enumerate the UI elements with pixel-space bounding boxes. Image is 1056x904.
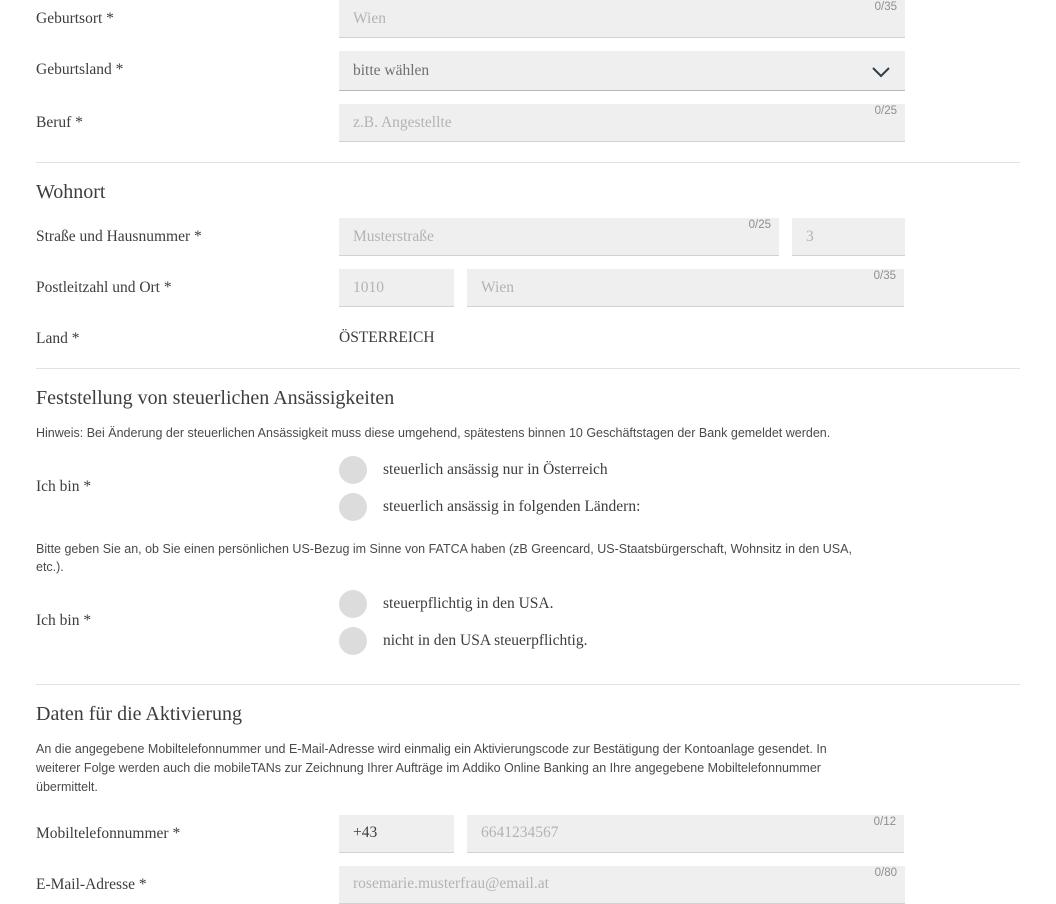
radio-label: nicht in den USA steuerpflichtig. [383,632,588,650]
geburtsort-placeholder: Wien [353,9,386,27]
strasse-counter: 0/25 [748,219,771,231]
field-row-beruf [0,104,1056,142]
radio-option-oesterreich[interactable] [339,456,1020,484]
section-title-steuer: Feststellung von steuerlichen Ansässigkeiten [36,387,395,409]
field-row-plz-ort [0,269,1056,307]
beruf-input[interactable] [339,104,905,142]
field-group-strasse [339,218,1020,256]
radio-label: steuerlich ansässig nur in Österreich [383,461,608,479]
mobile-prefix-input[interactable] [339,815,454,853]
beruf-counter: 0/25 [874,105,897,117]
field-row-mobil [0,815,1056,853]
label-email: E-Mail-Adresse * [36,875,147,893]
geburtsland-selected-value: bitte wählen [353,61,430,79]
field-row-email [0,866,1056,904]
field-group-email [339,866,1020,904]
label-beruf: Beruf * [36,114,83,131]
section-title-wohnort: Wohnort [36,181,106,203]
tax-hint: Hinweis: Bei Änderung der steuerlichen Ansässigkeit muss diese umgehend, spätestens binnen 10 Geschäftstagen der Bank gemeldet werden. [36,426,831,440]
radio-block-fatca [0,590,1056,664]
mobile-number-input[interactable] [467,815,904,853]
radio-option-usa-steuerpflichtig[interactable] [339,590,1020,618]
field-row-geburtsland [0,51,1056,91]
field-row-strasse [0,218,1056,256]
label-land: Land * [36,330,80,347]
label-ich-bin-2: Ich bin * [36,612,92,630]
label-ich-bin-1: Ich bin * [36,478,92,496]
geburtsland-select[interactable] [339,51,905,91]
divider-2 [36,368,1020,369]
strasse-placeholder: Musterstraße [353,227,434,245]
radio-icon[interactable] [339,590,367,618]
geburtsort-input[interactable] [339,0,905,38]
fatca-hint: Bitte geben Sie an, ob Sie einen persönlichen US-Bezug im Sinne von FATCA haben (zB Greencard, US-Staatsbürgerschaft, Wohnsitz in den USA, etc.). [36,542,852,575]
email-placeholder: rosemarie.musterfrau@email.at [353,875,549,893]
section-title-aktivierung: Daten für die Aktivierung [36,703,243,726]
ort-placeholder: Wien [481,278,514,296]
radio-icon[interactable] [339,493,367,521]
email-input[interactable] [339,866,905,904]
field-row-land [0,320,1056,348]
ort-counter: 0/35 [873,270,896,282]
radio-icon[interactable] [339,456,367,484]
radio-option-nicht-usa-steuerpflichtig[interactable] [339,627,1020,655]
field-row-geburtsort [0,0,1056,38]
radio-group-ansaessigkeit [339,456,1020,530]
radio-label: steuerlich ansässig in folgenden Ländern: [383,498,641,516]
mobile-prefix-value: +43 [353,824,378,842]
geburtsort-counter: 0/35 [874,1,897,13]
divider-3 [36,684,1020,685]
plz-placeholder: 1010 [353,278,384,296]
ort-input[interactable] [467,269,904,307]
field-group-land [339,320,1020,347]
email-counter: 0/80 [874,866,897,879]
hausnummer-placeholder: 3 [806,227,814,245]
field-group-geburtsland [339,51,1020,91]
label-plz-ort: Postleitzahl und Ort * [36,279,172,296]
hausnummer-input[interactable] [792,218,905,256]
activation-description: An die angegebene Mobiltelefonnummer und E-Mail-Adresse wird einmalig ein Aktivierungscode zur Bestätigung der Kontoanlage gesendet. In weiterer Folge werden auch die mobileTANs zur Zeichnung Ihrer Aufträge im Addiko Online Banking an Ihre angegebene Mobiltelefonnummer übermittelt. [36,742,827,794]
label-geburtsland: Geburtsland * [36,61,124,78]
field-group-geburtsort [339,0,1020,38]
radio-option-andere-laender[interactable] [339,493,1020,521]
plz-input[interactable] [339,269,454,307]
land-value: ÖSTERREICH [339,329,435,346]
strasse-input[interactable] [339,218,779,256]
field-group-plz-ort [339,269,1020,307]
mobile-placeholder: 6641234567 [481,824,559,842]
radio-block-ansaessigkeit [0,456,1056,530]
radio-label: steuerpflichtig in den USA. [383,595,554,613]
radio-icon[interactable] [339,627,367,655]
mobile-counter: 0/12 [873,815,896,828]
radio-group-fatca [339,590,1020,664]
divider-1 [36,162,1020,163]
beruf-placeholder: z.B. Angestellte [353,113,452,131]
chevron-down-icon [871,65,891,77]
label-geburtsort: Geburtsort * [36,10,114,27]
field-group-beruf [339,104,1020,142]
field-group-mobil [339,815,1020,853]
label-strasse: Straße und Hausnummer * [36,228,202,245]
label-mobiltelefonnummer: Mobiltelefonnummer * [36,824,181,842]
